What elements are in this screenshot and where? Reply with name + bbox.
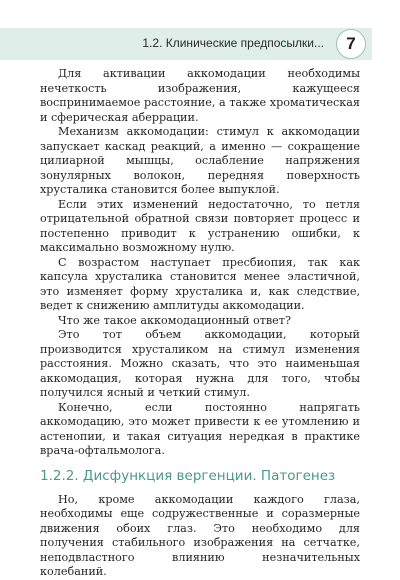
- paragraph-feedback-loop: Если этих изменений недостаточно, то петля отрицательной обратной связи повторяет процесс и постепенно приводит к устранению ошибки, к максимально возможному нулю.: [40, 197, 360, 254]
- paragraph-accommodation-response: Это тот объем аккомодации, который производится хрусталиком на стимул изменения расстояния. Можно сказать, что это наименьшая аккомодация, которая нужна для того, чтобы получился ясный и четкий стимул.: [40, 328, 360, 399]
- page-body: [40, 67, 360, 580]
- paragraph-presbyopia: С возрастом наступает пресбиопия, так как капсула хрусталика становится менее эластичной, это изменяет форму хрусталика и, как следствие, ведет к снижению амплитуды аккомодации.: [40, 255, 360, 312]
- paragraph-question: Что же такое аккомодационный ответ?: [58, 313, 291, 327]
- paragraph-accommodation-activation: Для активации аккомодации необходимы нечеткость изображения, кажущееся воспринимаемое расстояние, а также хроматическая и сферическая аберрации.: [40, 67, 360, 124]
- section-heading: 1.2.2. Дисфункция вергенции. Патогенез: [40, 467, 336, 484]
- paragraph-accommodation-mechanism: Механизм аккомодации: стимул к аккомодации запускает каскад реакций, а именно — сокращение цилиарной мышцы, ослабление напряжения зонулярных волокон, передняя поверхность хрусталика становится более выпуклой.: [40, 125, 360, 196]
- running-head: 1.2. Клинические предпосылки...: [142, 36, 324, 50]
- paragraph-asthenopia: Конечно, если постоянно напрягать аккомодацию, это может привести к ее утомлению и астенопии, и такая ситуация нередкая в практике врача-офтальмолога.: [40, 400, 360, 457]
- page-number-badge: 7: [336, 29, 366, 59]
- paragraph-vergence: Но, кроме аккомодации каждого глаза, необходимы еще содружественные и соразмерные движения обоих глаз. Это необходимо для получения стабильного изображения на сетчатке, неподвластного влиянию незначительных колебаний.: [40, 492, 360, 578]
- running-header-band: [0, 28, 372, 60]
